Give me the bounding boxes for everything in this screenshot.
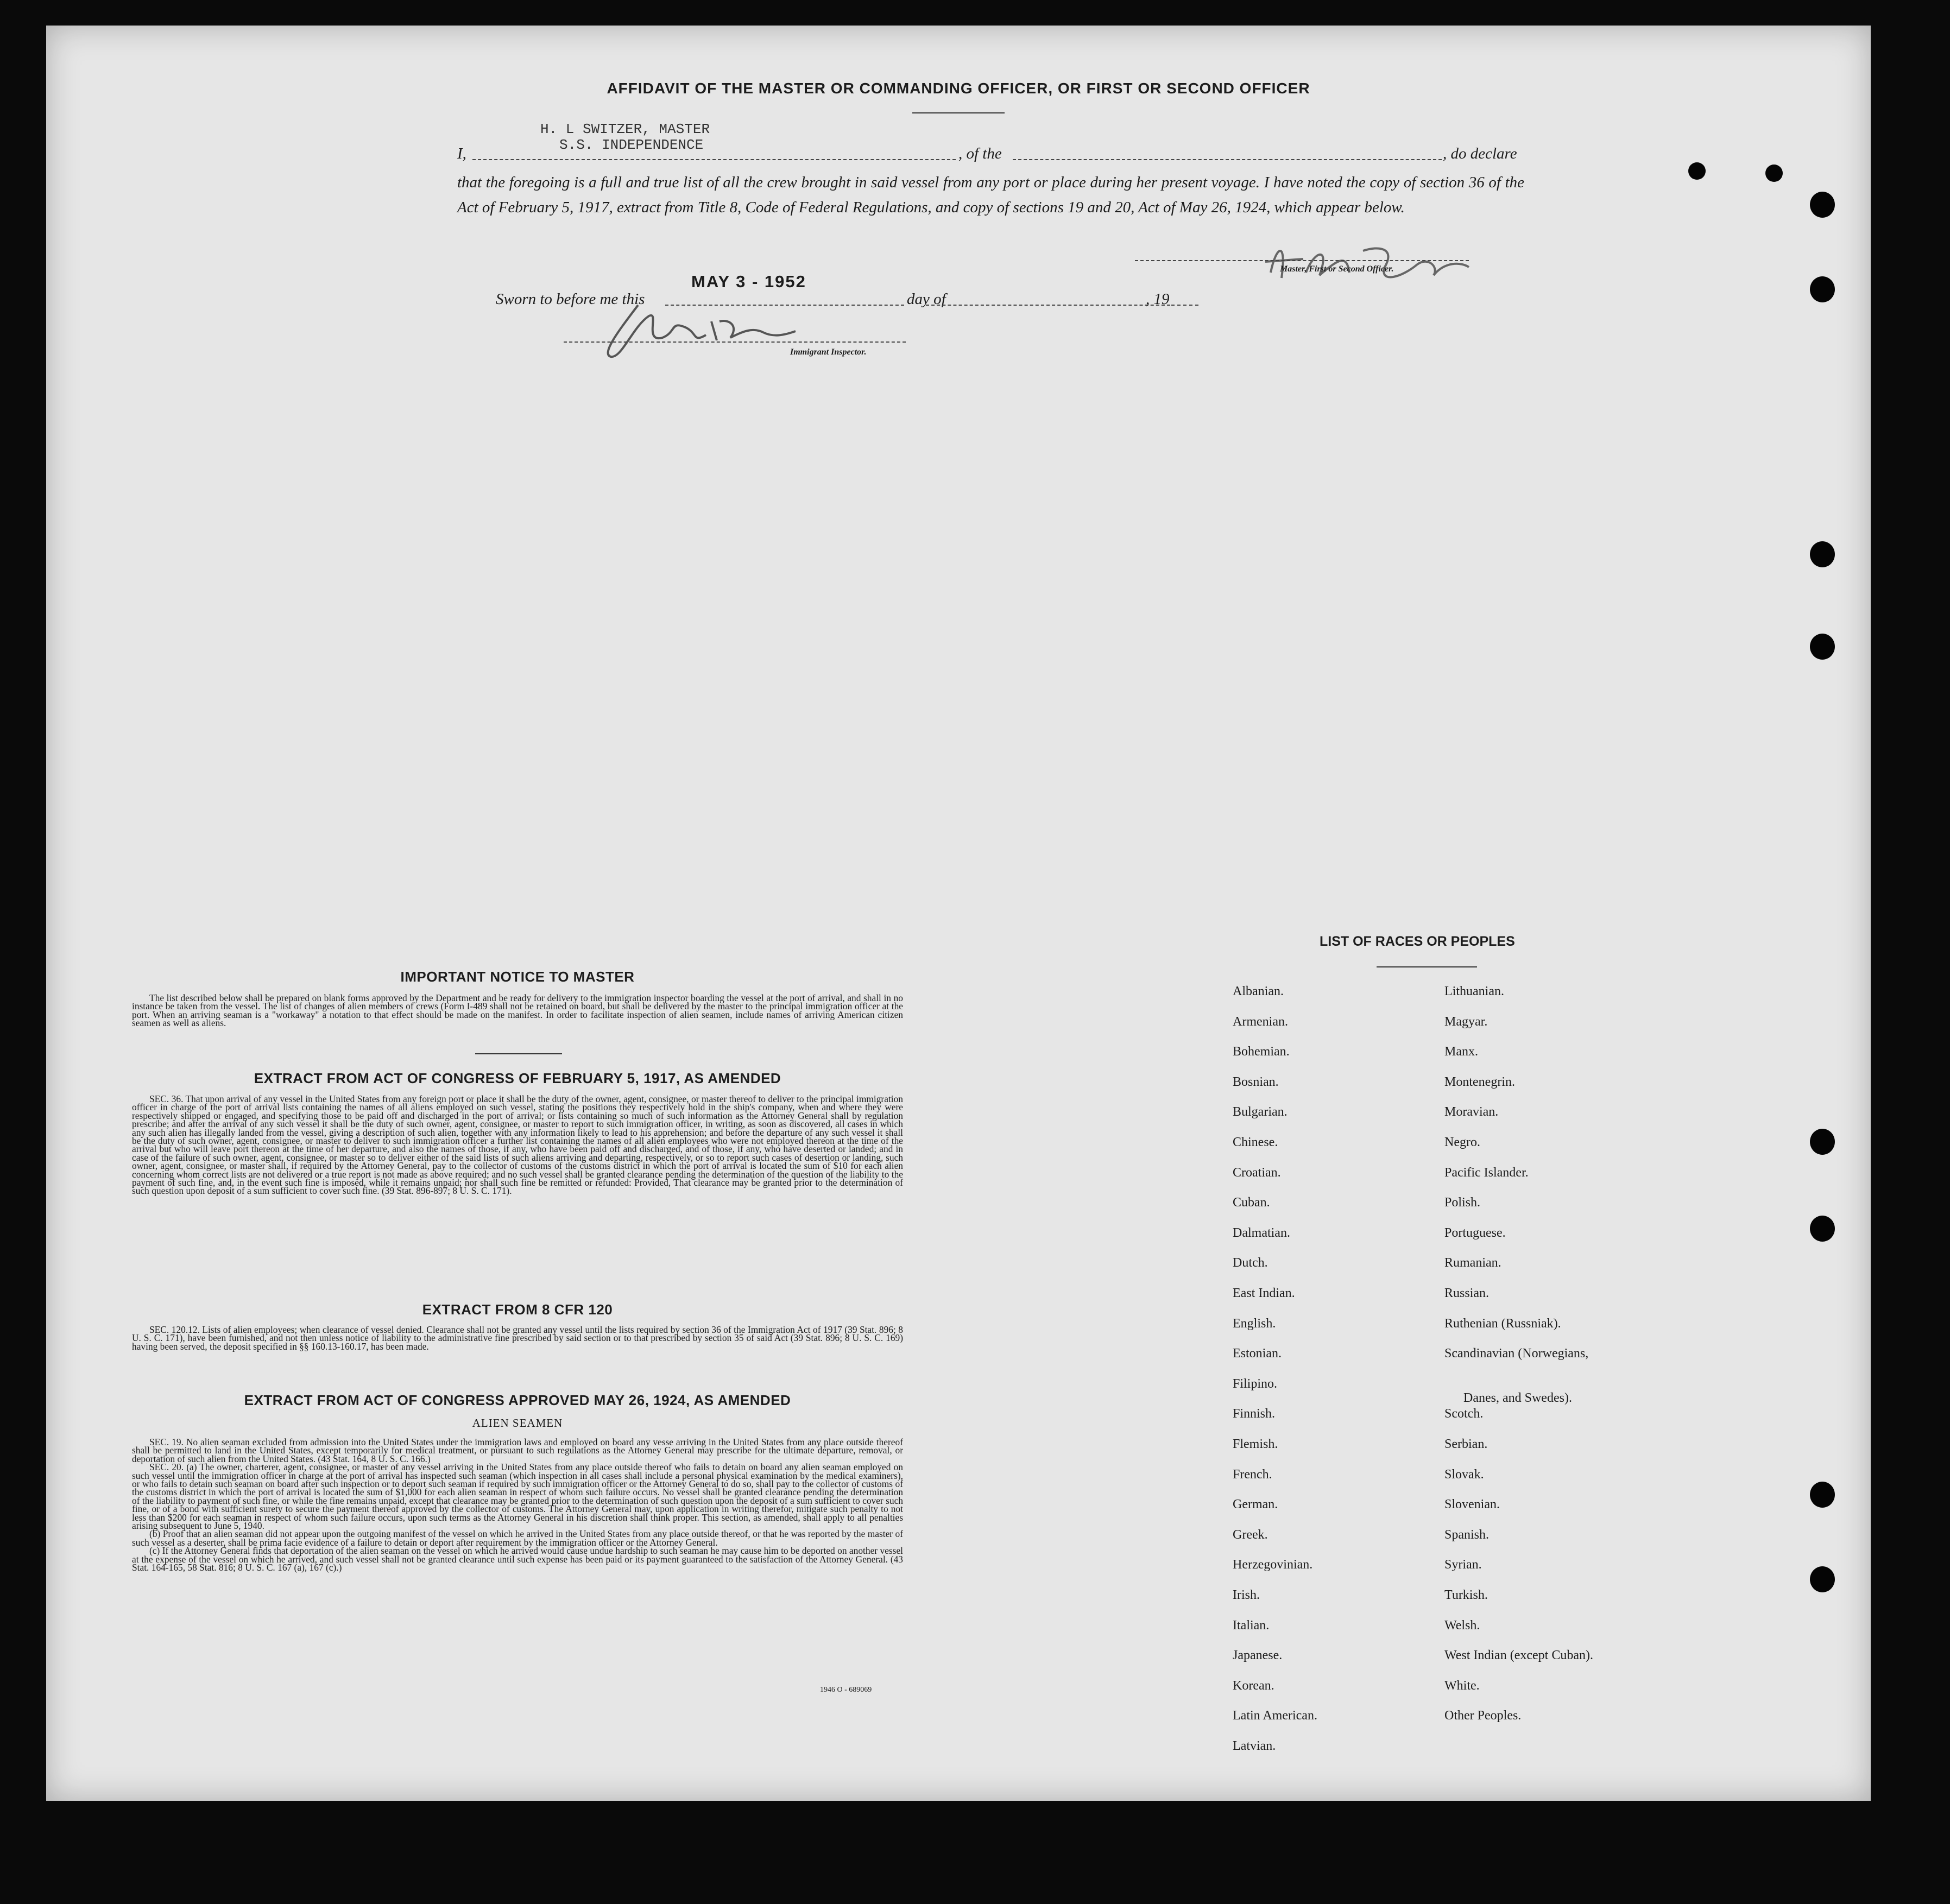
race-item: Welsh. xyxy=(1444,1618,1480,1633)
race-item: Serbian. xyxy=(1444,1437,1488,1451)
race-item: Chinese. xyxy=(1233,1135,1278,1149)
race-item: Dalmatian. xyxy=(1233,1225,1290,1240)
race-item: Magyar. xyxy=(1444,1014,1488,1029)
i-label: I, xyxy=(457,145,466,162)
punch-hole xyxy=(1810,634,1835,660)
notice-body xyxy=(132,994,903,1028)
race-item: Scotch. xyxy=(1444,1407,1484,1421)
extract-1924-subtitle: ALIEN SEAMEN xyxy=(472,1416,563,1429)
race-item: Estonian. xyxy=(1233,1346,1282,1361)
race-item: Danes, and Swedes). xyxy=(1463,1390,1572,1405)
extract-1924-title: EXTRACT FROM ACT OF CONGRESS APPROVED MAY 26, 1924, AS AMENDED xyxy=(244,1392,791,1408)
sec-20b-text: (b) Proof that an alien seaman did not appear upon the outgoing manifest of the vessel on which he arrived in the United States from any place outside thereof, or that he was reported by the master of such vessel as a deserter, shall be prima facie evidence of a failure to detain or deport after requirement by the immigration officer or the Attorney General. xyxy=(132,1528,903,1548)
race-item: Cuban. xyxy=(1233,1195,1270,1210)
race-item: Albanian. xyxy=(1233,984,1284,998)
race-item: Negro. xyxy=(1444,1135,1480,1149)
race-item: Korean. xyxy=(1233,1678,1274,1693)
race-item: Croatian. xyxy=(1233,1165,1281,1180)
of-the-label: , of the xyxy=(958,145,1002,162)
print-code: 1946 O - 689069 xyxy=(820,1686,872,1694)
race-item: Slovenian. xyxy=(1444,1497,1500,1512)
race-item: Japanese. xyxy=(1233,1648,1283,1663)
date-stamp: MAY 3 - 1952 xyxy=(691,272,806,291)
master-caption: Master, First or Second Officer. xyxy=(1280,264,1394,274)
race-item: Latvian. xyxy=(1233,1739,1276,1753)
punch-hole xyxy=(1765,165,1783,182)
name-line xyxy=(472,159,956,160)
typed-master-name: H. L SWITZER, MASTER xyxy=(540,121,710,137)
punch-hole xyxy=(1810,192,1835,218)
race-item: Russian. xyxy=(1444,1286,1490,1300)
race-item: Flemish. xyxy=(1233,1437,1278,1451)
day-of-label: day of xyxy=(907,290,946,308)
race-item: Armenian. xyxy=(1233,1014,1288,1029)
race-item: Pacific Islander. xyxy=(1444,1165,1529,1180)
race-item: Moravian. xyxy=(1444,1105,1499,1119)
race-item: Manx. xyxy=(1444,1045,1478,1059)
do-declare-label: , do declare xyxy=(1443,145,1517,162)
punch-hole xyxy=(1810,1216,1835,1242)
race-item: Scandinavian (Norwegians, xyxy=(1444,1346,1589,1361)
race-item: Rumanian. xyxy=(1444,1256,1501,1270)
race-item: Ruthenian (Russniak). xyxy=(1444,1316,1561,1331)
race-item: West Indian (except Cuban). xyxy=(1444,1648,1593,1663)
race-item: Bosnian. xyxy=(1233,1074,1279,1089)
divider xyxy=(1377,966,1477,967)
extract-1917-text: SEC. 36. That upon arrival of any vessel in the United States from any foreign port or place it shall be the duty of the owner, agent, consignee, or master thereof to deliver to the principal immigration officer in charge of the port of arrival lists containing the names of all aliens employed on such vessel, stating the positions they respectively hold in the ship's company, when and where they were respectively shipped or engaged, and specifying those to be paid off and discharged in the port of arrival; or lists containing so much of such information as the Attorney General shall by regulation prescribe; and after the arrival of any such vessel it shall be the duty of such owner, agent, consignee, or master to report to such immigration officer, in writing, as soon as discovered, all cases in which any such alien has illegally landed from the vessel, giving a description of such alien, together with any information likely to lead to his apprehension; and before the departure of any such vessel it shall be the duty of such owner, agent, consignee, or master to deliver to such immigration officer a further list containing the names of all alien employees who were not employed thereon at the time of the arrival but who will leave port thereon at the time of her departure, and also the names of those, if any, who have been paid off and discharged, and of those, if any, who have deserted or landed; and in case of the failure of such owner, agent, consignee, or master so to deliver either of the said lists of such aliens arriving and departing, respectively, or so to report such cases of desertion or landing, such owner, agent, consignee, or master shall, if required by the Attorney General, pay to the collector of customs of the customs district in which the port of arrival is located the sum of $10 for each alien concerning whom correct lists are not delivered or a true report is not made as above required; and no such vessel shall be granted clearance pending the determination of the question of the liability to the payment of such fine, and, in the event such fine is imposed, while it remains unpaid; nor shall such fine be remitted or refunded: Provided, That clearance may be granted prior to the determination of such question upon deposit of a sum sufficient to cover such fine. (39 Stat. 896-897; 8 U. S. C. 171). xyxy=(132,1093,903,1197)
sec-20a-text: SEC. 20. (a) The owner, charterer, agent, consignee, or master of any vessel arriving in the United States from any place outside thereof who fails to detain on board any alien seaman employed on such vessel until the immigration officer in charge at the port of arrival has inspected such seaman (which inspection in all cases shall include a personal physical examination by the medical examiners), or who fails to detain such seaman on board after such inspection or to deport such seaman if required by such immigration officer or the Attorney General to do so, shall pay to the collector of customs of the customs district in which the port of arrival is located the sum of $1,000 for each alien seaman in respect of whom such failure occurs. No vessel shall be granted clearance pending the determination of the liability to payment of such fine, or while the fine remains unpaid, except that clearance may be granted prior to the determination of such question upon the deposit of a sum sufficient to cover such fine, or of a bond with sufficient surety to secure the payment thereof approved by the collector of customs. The Attorney General may, upon application in writing therefor, mitigate such penalty to not less than $200 for each seaman in respect of whom such failure occurs, upon such terms as the Attorney General in his discretion shall think proper. This section, as amended, shall apply to all penalties arising subsequent to June 5, 1940. xyxy=(132,1462,903,1532)
race-item: Portuguese. xyxy=(1444,1225,1506,1240)
divider xyxy=(475,1053,562,1054)
punch-hole xyxy=(1810,541,1835,567)
extract-cfr-title: EXTRACT FROM 8 CFR 120 xyxy=(422,1301,613,1318)
race-item: English. xyxy=(1233,1316,1276,1331)
race-item: Filipino. xyxy=(1233,1376,1278,1391)
inspector-caption: Immigrant Inspector. xyxy=(790,347,867,357)
affidavit-title: AFFIDAVIT OF THE MASTER OR COMMANDING OFFICER, OR FIRST OR SECOND OFFICER xyxy=(607,80,1310,97)
punch-hole xyxy=(1810,1482,1835,1508)
affidavit-body: that the foregoing is a full and true list of all the crew brought in said vessel from any port or place during her present voyage. I have noted the copy of section 36 of the Act of February 5, 1917, extract from Title 8, Code of Federal Regulations, and copy of sections 19 and 20, Act of May 26, 1924, which appear below. xyxy=(457,174,1524,216)
race-item: Lithuanian. xyxy=(1444,984,1504,998)
extract-1917-body xyxy=(132,1095,903,1195)
race-item: Latin American. xyxy=(1233,1709,1317,1723)
race-item: Herzegovinian. xyxy=(1233,1558,1313,1572)
punch-hole xyxy=(1810,1129,1835,1155)
race-item: Greek. xyxy=(1233,1527,1268,1542)
race-item: Spanish. xyxy=(1444,1527,1490,1542)
year-line xyxy=(1171,305,1198,306)
races-title: LIST OF RACES OR PEOPLES xyxy=(1320,934,1515,949)
extract-cfr-body xyxy=(132,1326,903,1351)
race-item: Montenegrin. xyxy=(1444,1074,1515,1089)
master-sign-line xyxy=(1135,260,1469,261)
race-item: Other Peoples. xyxy=(1444,1709,1522,1723)
race-item: White. xyxy=(1444,1678,1480,1693)
master-signature xyxy=(1254,235,1482,292)
race-item: Bohemian. xyxy=(1233,1045,1290,1059)
document-page xyxy=(46,26,1871,1801)
sec-20c-text: (c) If the Attorney General finds that deportation of the alien seaman on the vessel on which he arrived would cause undue hardship to such seaman he may cause him to be deported on another vessel at the expense of the vessel on which he arrived, and such vessel shall not be granted clearance until such expense has been paid or its payment guaranteed to the satisfaction of the Attorney General. (43 Stat. 164-165, 58 Stat. 816; 8 U. S. C. 167 (a), 167 (c).) xyxy=(132,1545,903,1573)
vessel-line xyxy=(1013,159,1442,160)
race-item: Irish. xyxy=(1233,1588,1260,1602)
race-item: Finnish. xyxy=(1233,1407,1276,1421)
notice-title: IMPORTANT NOTICE TO MASTER xyxy=(400,969,635,985)
race-item: German. xyxy=(1233,1497,1278,1512)
inspector-sign-line xyxy=(564,341,906,343)
divider xyxy=(912,112,1005,113)
punch-hole xyxy=(1688,162,1706,180)
race-item: Slovak. xyxy=(1444,1467,1484,1482)
sworn-label: Sworn to before me this xyxy=(496,290,645,308)
race-item: Bulgarian. xyxy=(1233,1105,1288,1119)
extract-1924-body xyxy=(132,1438,903,1572)
sec-19-text: SEC. 19. No alien seaman excluded from admission into the United States under the immigration laws and employed on board any vesse arriving in the United States from any place outside thereof shall be permitted to land in the United States, except temporarily for medical treatment, or pursuant to such regulations as the Attorney General may prescribe for the ultimate departure, removal, or deportation of such alien from the United States. (43 Stat. 164, 8 U. S. C. 166.) xyxy=(132,1437,903,1464)
extract-cfr-text: SEC. 120.12. Lists of alien employees; when clearance of vessel denied. Clearance shall not be granted any vessel until the lists required by section 36 of the Immigration Act of 1917 (39 Stat. 896; 8 U. S. C. 171), have been furnished, and not then unless notice of liability to the administrative fine prescribed by said section or to that prescribed by section 35 of said Act (39 Stat. 896; 8 U. S. C. 169) having been served, the deposit specified in §§ 160.13-160.17, has been made. xyxy=(132,1324,903,1352)
punch-hole xyxy=(1810,1566,1835,1592)
year-label: , 19 xyxy=(1146,290,1170,308)
notice-text: The list described below shall be prepared on blank forms approved by the Department and be ready for delivery to the immigration inspector boarding the vessel at the port of arrival, and shall in no instance be taken from the vessel. The list of changes of alien members of crews (Form I-489 shall not be retained on board, but shall be delivered by the master to the principal immigration officer at the port. When an arriving seaman is a "workaway" a notation to that effect should be made on the manifest. In order to facilitate inspection of alien seamen, include names of arriving American citizen seamen as well as aliens. xyxy=(132,992,903,1029)
race-item: Polish. xyxy=(1444,1195,1481,1210)
race-item: Dutch. xyxy=(1233,1256,1268,1270)
race-item: Italian. xyxy=(1233,1618,1270,1633)
month-line xyxy=(926,305,1170,306)
extract-1917-title: EXTRACT FROM ACT OF CONGRESS OF FEBRUARY 5, 1917, AS AMENDED xyxy=(254,1070,781,1086)
inspector-signature xyxy=(589,294,817,368)
race-item: Syrian. xyxy=(1444,1558,1482,1572)
race-item: East Indian. xyxy=(1233,1286,1295,1300)
typed-vessel-name: S.S. INDEPENDENCE xyxy=(559,137,704,153)
punch-hole xyxy=(1810,276,1835,302)
race-item: Turkish. xyxy=(1444,1588,1488,1602)
race-item: French. xyxy=(1233,1467,1272,1482)
